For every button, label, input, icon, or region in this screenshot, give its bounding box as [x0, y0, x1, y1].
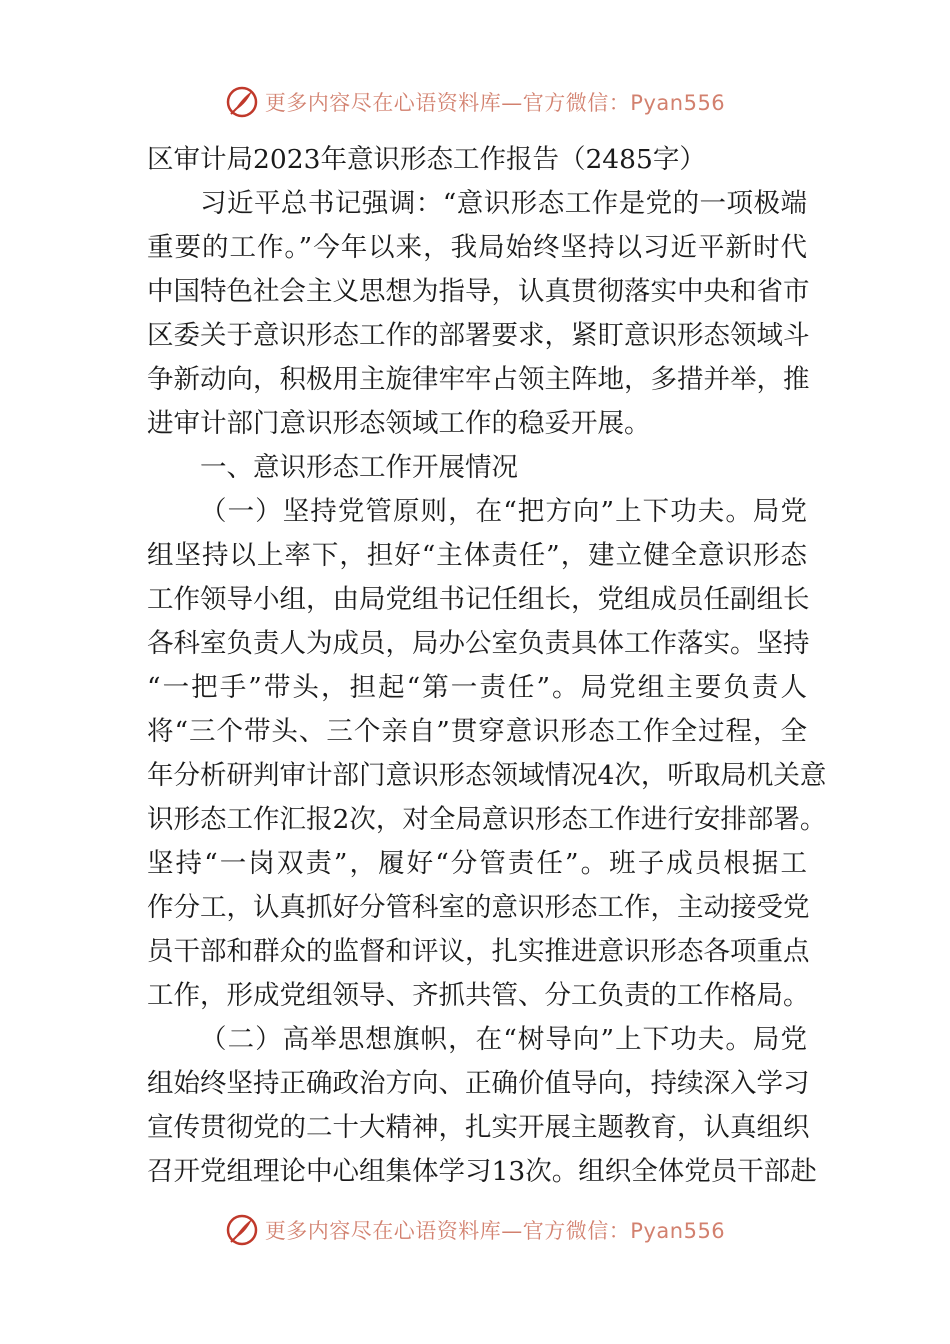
paragraph-line: 中国特色社会主义思想为指导，认真贯彻落实中央和省市	[147, 276, 810, 307]
paragraph-line: 进审计部门意识形态领域工作的稳妥开展。	[147, 408, 651, 439]
paragraph-line: 区委关于意识形态工作的部署要求，紧盯意识形态领域斗	[147, 320, 810, 351]
paragraph-line: （一）坚持党管原则，在“把方向”上下功夫。局党	[200, 496, 807, 527]
paragraph-line: 习近平总书记强调：“意识形态工作是党的一项极端	[200, 188, 807, 219]
quill-logo-icon	[225, 1213, 259, 1247]
paragraph-line: 重要的工作。”今年以来，我局始终坚持以习近平新时代	[147, 232, 807, 263]
paragraph-line: 各科室负责人为成员，局办公室负责具体工作落实。坚持	[147, 628, 810, 659]
paragraph-line: （二）高举思想旗帜，在“树导向”上下功夫。局党	[200, 1024, 807, 1055]
paragraph-line: 争新动向，积极用主旋律牢牢占领主阵地，多措并举，推	[147, 364, 810, 395]
paragraph-line: 召开党组理论中心组集体学习13次。组织全体党员干部赴	[147, 1156, 817, 1187]
section-heading: 一、意识形态工作开展情况	[200, 452, 518, 483]
paragraph-line: 组坚持以上率下，担好“主体责任”，建立健全意识形态	[147, 540, 807, 571]
paragraph-line: 识形态工作汇报2次，对全局意识形态工作进行安排部署。	[147, 804, 827, 835]
paragraph-line: 坚持“一岗双责”，履好“分管责任”。班子成员根据工	[147, 848, 807, 879]
paragraph-line: 将“三个带头、三个亲自”贯穿意识形态工作全过程，全	[147, 716, 807, 747]
paragraph-line: 组始终坚持正确政治方向、正确价值导向，持续深入学习	[147, 1068, 810, 1099]
watermark-text: 更多内容尽在心语资料库—官方微信：Pyan556	[264, 91, 726, 115]
paragraph-line: 工作，形成党组领导、齐抓共管、分工负责的工作格局。	[147, 980, 810, 1011]
watermark-text: 更多内容尽在心语资料库—官方微信：Pyan556	[264, 1219, 726, 1243]
paragraph-line: 宣传贯彻党的二十大精神，扎实开展主题教育，认真组织	[147, 1112, 810, 1143]
paragraph-line: 年分析研判审计部门意识形态领域情况4次，听取局机关意	[147, 760, 827, 791]
paragraph-line: “一把手”带头，担起“第一责任”。局党组主要负责人	[147, 672, 807, 703]
quill-logo-icon	[225, 85, 259, 119]
header-watermark	[0, 82, 950, 122]
document-title: 区审计局2023年意识形态工作报告（2485字）	[147, 144, 706, 175]
paragraph-line: 作分工，认真抓好分管科室的意识形态工作，主动接受党	[147, 892, 810, 923]
footer-watermark	[0, 1210, 950, 1250]
paragraph-line: 工作领导小组，由局党组书记任组长，党组成员任副组长	[147, 584, 810, 615]
paragraph-line: 员干部和群众的监督和评议，扎实推进意识形态各项重点	[147, 936, 810, 967]
